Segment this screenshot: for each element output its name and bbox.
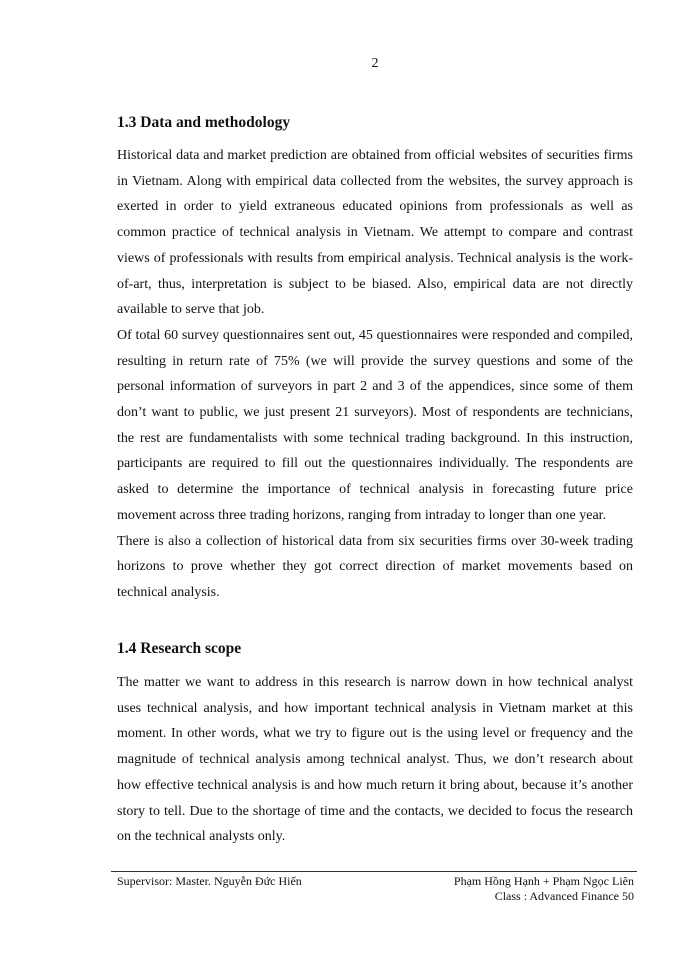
footer-authors [454,874,634,904]
section-1-3 [117,114,633,132]
section-heading: 1.4 Research scope [117,640,242,657]
footer-authors-names: Phạm Hồng Hạnh + Phạm Ngọc Liên [453,874,634,888]
paragraph: Historical data and market prediction are obtained from official websites of securities firms in Vietnam. Along with empirical data collected from the websites, the survey approach is exerted in order to yield extraneous educated opinions from professionals as well as common practice of technical analysis in Vietnam. We attempt to compare and contrast views of professionals with results from empirical analysis. Technical analysis is the work-of-art, thus, interpretation is subject to be biased. Also, empirical data are not directly available to serve that job. [117,148,633,318]
page-number: 2 [371,56,379,71]
paragraph: The matter we want to address in this research is narrow down in how technical analyst uses technical analysis, and how important technical analysis in Vietnam market at this moment. In other words, what we try to figure out is the using level or frequency and the magnitude of technical analysis among technical analyst. Thus, we don’t research about how effective technical analysis is and how much return it bring about, because it’s another story to tell. Due to the shortage of time and the contacts, we decided to focus the research on the technical analysts only. [117,675,633,845]
paragraph: Of total 60 survey questionnaires sent out, 45 questionnaires were responded and compiled, resulting in return rate of 75% (we will provide the survey questions and some of the personal information of surveyors in part 2 and 3 of the appendices, since some of them don’t want to public, we just present 21 surveyors). Most of respondents are technicians, the rest are fundamentalists with some technical trading background. In this instruction, participants are required to fill out the questionnaires individually. The respondents are asked to determine the importance of technical analysis in forecasting future price movement across three trading horizons, ranging from intraday to longer than one year. [117,327,633,523]
section-1-3-body [117,143,633,606]
footer-supervisor: Supervisor: Master. Nguyễn Đức Hiển [117,874,302,888]
footer-class: Class : Advanced Finance 50 [494,889,634,903]
paragraph: There is also a collection of historical data from six securities firms over 30-week trading horizons to prove whether they got correct direction of market movements based on technical analysis. [117,533,633,600]
footer-divider [111,871,637,872]
section-1-4 [117,640,633,658]
section-1-4-body [117,670,633,850]
section-heading: 1.3 Data and methodology [117,114,291,131]
